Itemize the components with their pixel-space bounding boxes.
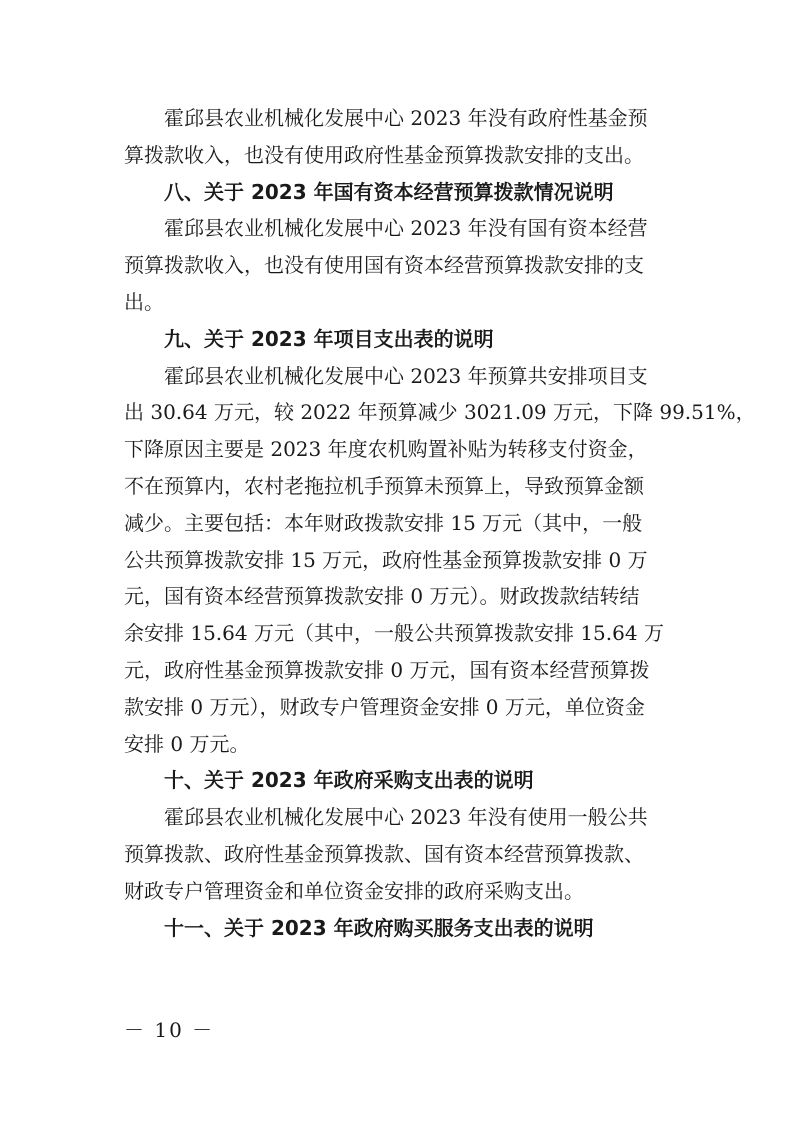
- section-heading: 十一、关于 2023 年政府购买服务支出表的说明: [164, 915, 594, 940]
- text-line: 安排 0 万元。: [124, 731, 250, 756]
- text-line: 算拨款收入，也没有使用政府性基金预算拨款安排的支出。: [124, 142, 644, 167]
- text-line: 霍邱县农业机械化发展中心 2023 年预算共安排项目支: [164, 363, 648, 388]
- text-line: 霍邱县农业机械化发展中心 2023 年没有政府性基金预: [164, 106, 648, 130]
- section-heading: 十、关于 2023 年政府采购支出表的说明: [164, 768, 534, 793]
- text-line: 元，国有资本经营预算拨款安排 0 万元）。财政拨款结转结: [124, 584, 640, 609]
- section-heading: 九、关于 2023 年项目支出表的说明: [164, 326, 494, 351]
- section-heading: 八、关于 2023 年国有资本经营预算拨款情况说明: [164, 179, 614, 204]
- text-line: 元，政府性基金预算拨款安排 0 万元，国有资本经营预算拨: [124, 657, 650, 682]
- document-body: [124, 100, 756, 946]
- text-line: 款安排 0 万元），财政专户管理资金安排 0 万元，单位资金: [124, 694, 645, 719]
- page-number: － 10 －: [124, 1018, 215, 1042]
- text-line: 出。: [124, 289, 164, 314]
- text-line: 霍邱县农业机械化发展中心 2023 年没有国有资本经营: [164, 216, 648, 241]
- text-line: 下降原因主要是 2023 年度农机购置补贴为转移支付资金，: [124, 437, 648, 462]
- text-line: 出 30.64 万元，较 2022 年预算减少 3021.09 万元，下降 99.51%，: [124, 400, 756, 425]
- text-line: 减少。主要包括：本年财政拨款安排 15 万元（其中，一般: [124, 510, 643, 535]
- text-line: 财政专户管理资金和单位资金安排的政府采购支出。: [124, 878, 584, 903]
- text-line: 预算拨款、政府性基金预算拨款、国有资本经营预算拨款、: [124, 841, 644, 866]
- text-line: 余安排 15.64 万元（其中，一般公共预算拨款安排 15.64 万: [124, 621, 664, 646]
- text-line: 预算拨款收入，也没有使用国有资本经营预算拨款安排的支: [124, 253, 644, 278]
- text-line: 不在预算内，农村老拖拉机手预算未预算上，导致预算金额: [124, 473, 644, 498]
- text-line: 公共预算拨款安排 15 万元，政府性基金预算拨款安排 0 万: [124, 547, 648, 572]
- text-line: 霍邱县农业机械化发展中心 2023 年没有使用一般公共: [164, 805, 648, 830]
